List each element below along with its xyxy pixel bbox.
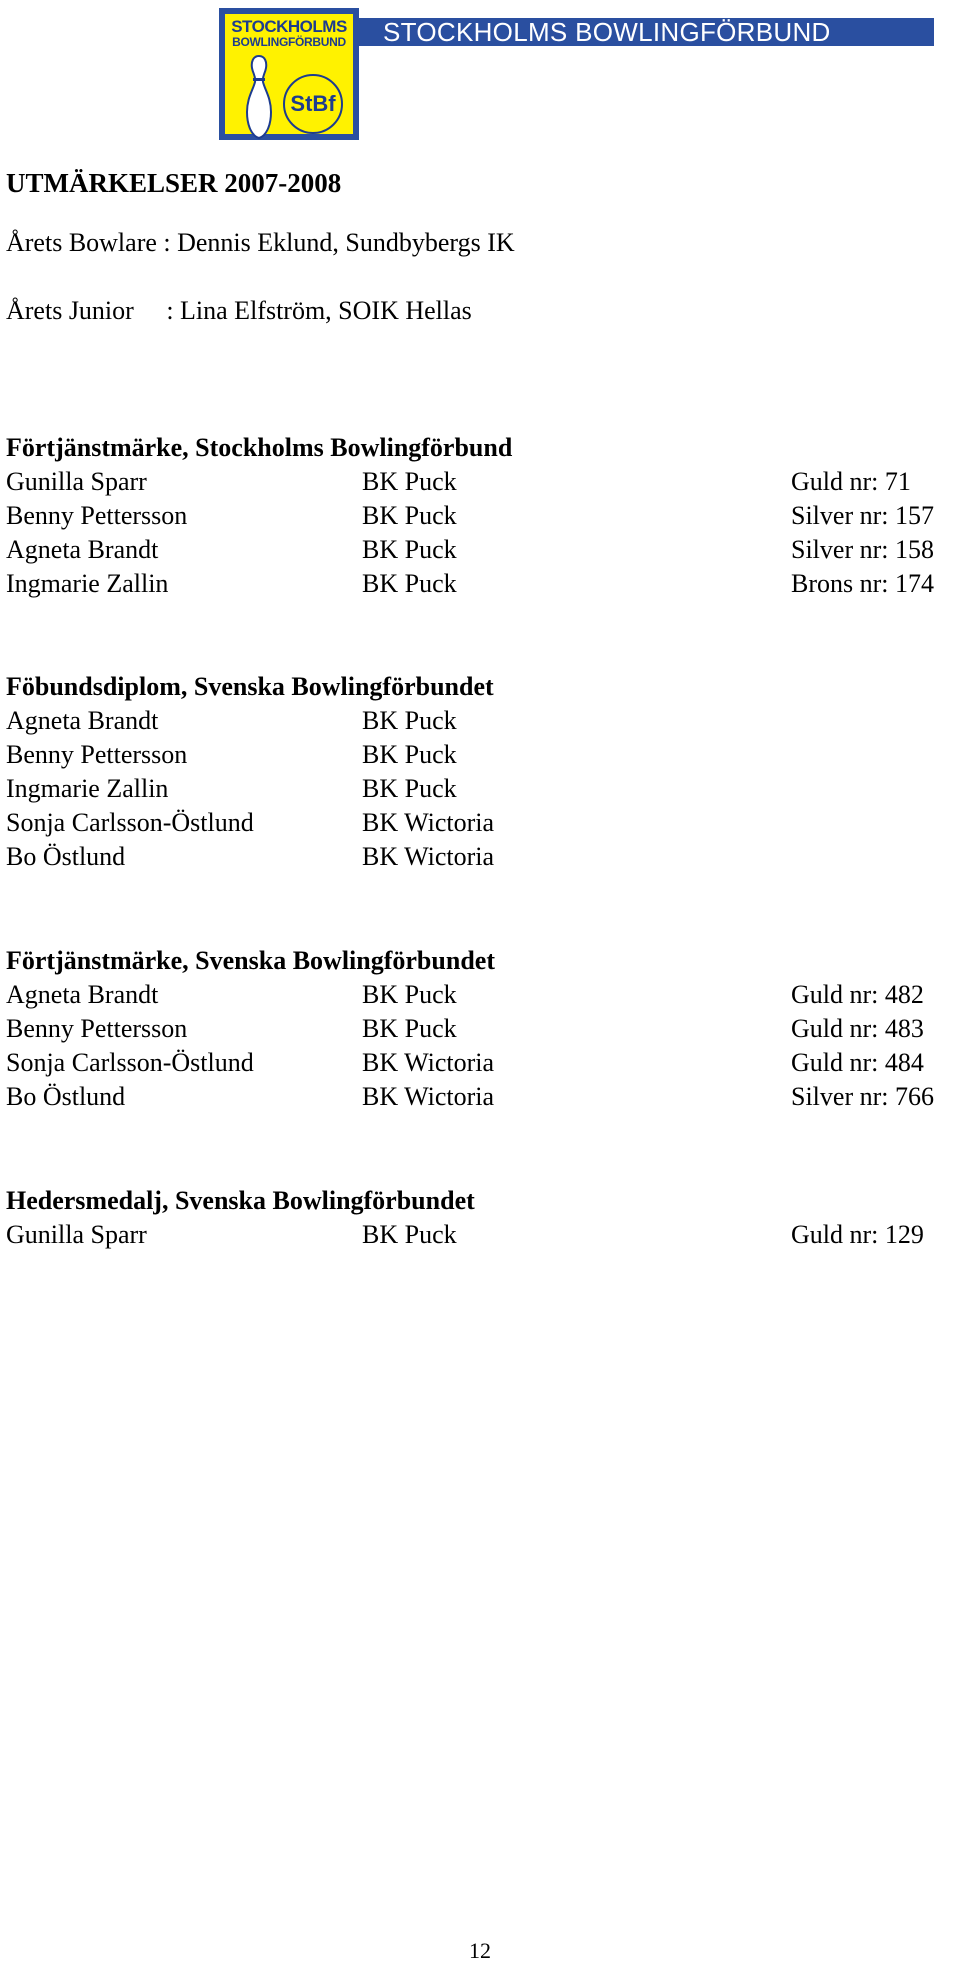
header-banner: STOCKHOLMS BOWLINGFÖRBUND	[359, 18, 934, 46]
list-item	[6, 774, 956, 808]
member-name: Agneta Brandt	[6, 980, 159, 1009]
member-club: BK Puck	[362, 980, 457, 1009]
member-club: BK Puck	[362, 535, 457, 564]
member-award: Guld nr: 129	[791, 1220, 924, 1249]
list-item	[6, 1220, 956, 1254]
member-award: Guld nr: 483	[791, 1014, 924, 1043]
member-club: BK Wictoria	[362, 842, 495, 871]
member-award: Brons nr: 174	[791, 569, 934, 598]
list-item	[6, 569, 956, 603]
member-name: Sonja Carlsson-Östlund	[6, 1048, 254, 1077]
arets-bowlare: Årets Bowlare : Dennis Eklund, Sundbybergs IK	[6, 228, 515, 257]
list-item	[6, 535, 956, 569]
member-name: Ingmarie Zallin	[6, 774, 169, 803]
member-name: Agneta Brandt	[6, 706, 159, 735]
member-club: BK Puck	[362, 1014, 457, 1043]
section-heading: Hedersmedalj, Svenska Bowlingförbundet	[6, 1186, 475, 1215]
list-item	[6, 842, 956, 876]
member-award: Guld nr: 484	[791, 1048, 924, 1077]
member-club: BK Puck	[362, 774, 457, 803]
member-award: Guld nr: 71	[791, 467, 911, 496]
member-club: BK Puck	[362, 467, 457, 496]
bowling-pin-icon	[239, 52, 279, 142]
list-item	[6, 706, 956, 740]
logo-background	[225, 14, 353, 134]
federation-logo	[219, 8, 359, 140]
section-heading: Förtjänstmärke, Stockholms Bowlingförbund	[6, 433, 513, 462]
member-name: Benny Pettersson	[6, 740, 188, 769]
member-name: Benny Pettersson	[6, 501, 188, 530]
member-club: BK Wictoria	[362, 1048, 495, 1077]
member-award: Silver nr: 157	[791, 501, 934, 530]
member-name: Bo Östlund	[6, 1082, 126, 1111]
member-name: Ingmarie Zallin	[6, 569, 169, 598]
section-heading: Föbundsdiplom, Svenska Bowlingförbundet	[6, 672, 494, 701]
logo-emblem: StBf	[283, 74, 343, 134]
list-item	[6, 980, 956, 1014]
member-club: BK Wictoria	[362, 808, 495, 837]
arets-junior: Årets Junior : Lina Elfström, SOIK Hellas	[6, 296, 472, 325]
member-club: BK Puck	[362, 501, 457, 530]
member-name: Sonja Carlsson-Östlund	[6, 808, 254, 837]
logo-wordmark	[225, 14, 353, 49]
logo-line-1: STOCKHOLMS	[231, 17, 347, 36]
section-heading: Förtjänstmärke, Svenska Bowlingförbundet	[6, 946, 495, 975]
member-name: Gunilla Sparr	[6, 1220, 147, 1249]
list-item	[6, 1014, 956, 1048]
member-name: Agneta Brandt	[6, 535, 159, 564]
logo-line-2: BOWLINGFÖRBUND	[232, 35, 346, 49]
member-name: Gunilla Sparr	[6, 467, 147, 496]
list-item	[6, 1048, 956, 1082]
list-item	[6, 1082, 956, 1116]
page-title: UTMÄRKELSER 2007-2008	[6, 168, 342, 198]
list-item	[6, 808, 956, 842]
member-award: Guld nr: 482	[791, 980, 924, 1009]
member-name: Bo Östlund	[6, 842, 126, 871]
member-name: Benny Pettersson	[6, 1014, 188, 1043]
page-number: 12	[469, 1938, 491, 1963]
member-club: BK Puck	[362, 706, 457, 735]
member-award: Silver nr: 766	[791, 1082, 934, 1111]
list-item	[6, 467, 956, 501]
member-club: BK Wictoria	[362, 1082, 495, 1111]
member-award: Silver nr: 158	[791, 535, 934, 564]
list-item	[6, 740, 956, 774]
member-club: BK Puck	[362, 1220, 457, 1249]
list-item	[6, 501, 956, 535]
member-club: BK Puck	[362, 740, 457, 769]
member-club: BK Puck	[362, 569, 457, 598]
